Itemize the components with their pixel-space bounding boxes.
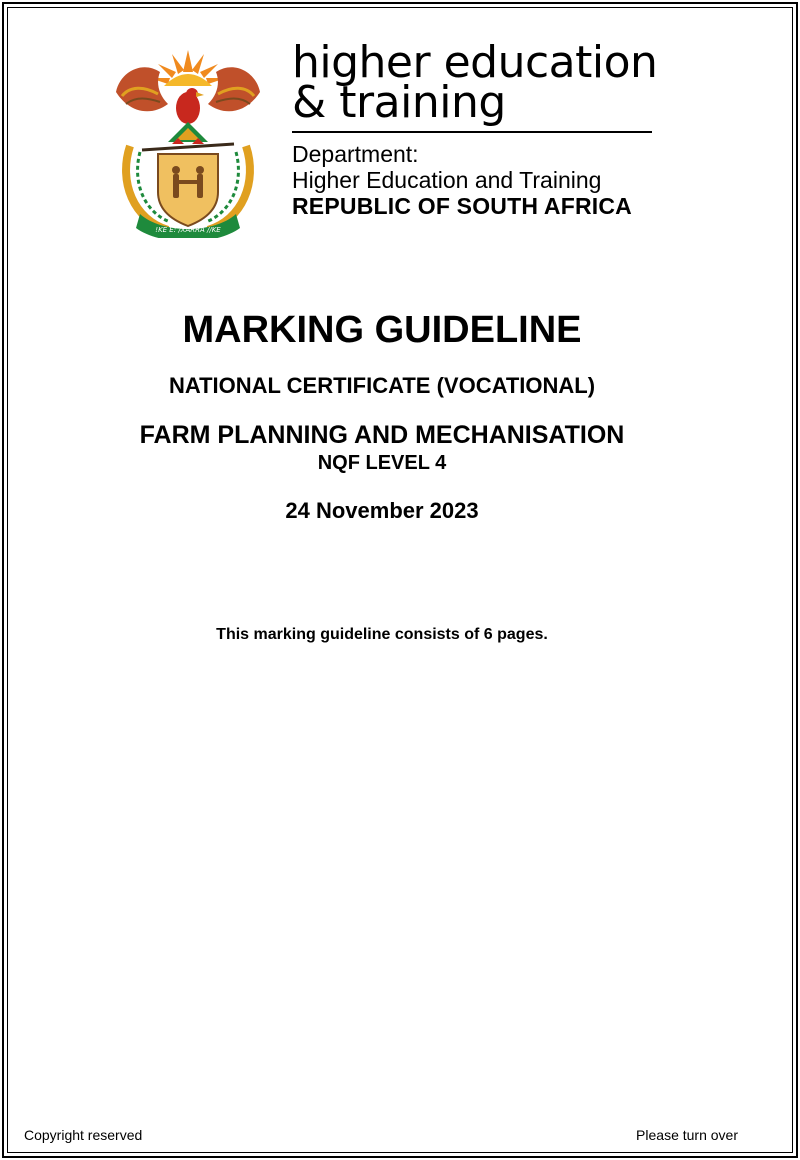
header-divider — [292, 131, 652, 133]
page-count-note: This marking guideline consists of 6 pages. — [216, 626, 548, 643]
nqf-level: NQF LEVEL 4 — [317, 452, 447, 474]
department-name: Higher Education and Training — [292, 167, 602, 193]
brand-line-1: higher education — [292, 37, 658, 88]
shield-icon — [158, 154, 218, 226]
country-name: REPUBLIC OF SOUTH AFRICA — [292, 193, 632, 219]
document-title: MARKING GUIDELINE — [182, 309, 582, 351]
exam-date: 24 November 2023 — [285, 498, 479, 523]
subject-name: FARM PLANNING AND MECHANISATION — [139, 421, 625, 449]
brand-line-2: & training — [292, 77, 506, 128]
protea-icon — [168, 122, 208, 144]
turn-over-note: Please turn over — [636, 1127, 738, 1143]
sun-icon — [150, 50, 226, 86]
certificate-name: NATIONAL CERTIFICATE (VOCATIONAL) — [168, 373, 596, 398]
coat-of-arms-logo — [112, 42, 264, 238]
copyright-note: Copyright reserved — [24, 1127, 143, 1143]
secretary-bird-icon — [176, 88, 204, 124]
svg-text:!KE E: /XARRA //KE: !KE E: /XARRA //KE — [155, 226, 221, 234]
department-label: Department: — [292, 141, 419, 167]
